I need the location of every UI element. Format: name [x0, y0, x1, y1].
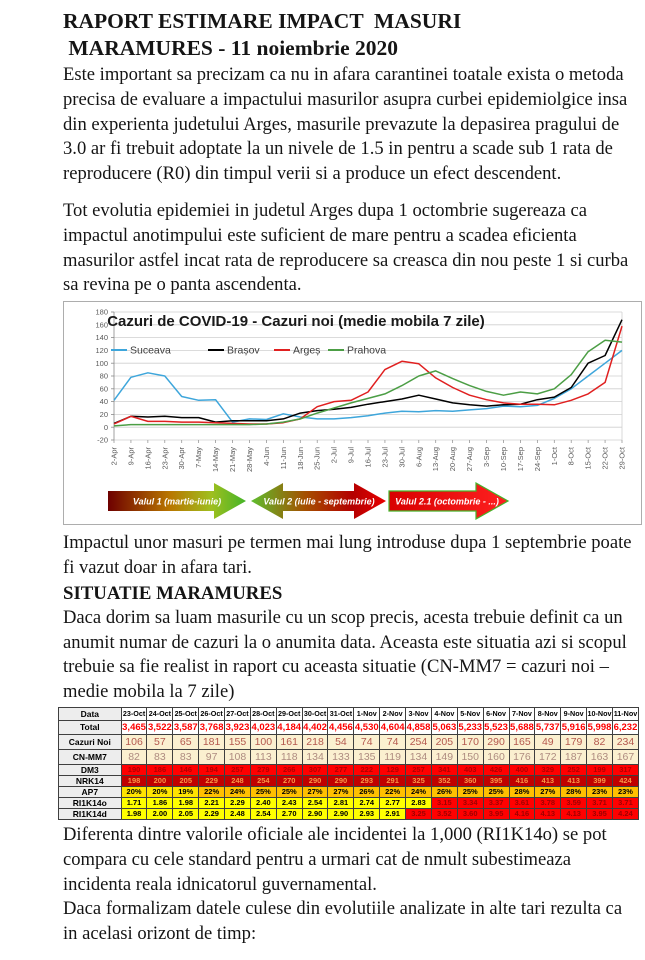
paragraph-diferenta-incidenta: Diferenta dintre valorile oficiale ale incidentei la 1,000 (RI1K14o) se pot compara cu cele standard pentru a urmari cat de nmult subestimeaza incidenta reala idnicatorul guvernamental. [63, 823, 607, 895]
table-cell: 5,523 [484, 721, 508, 733]
report-title-line2: MARAMURES - 11 noiembrie 2020 [63, 36, 399, 60]
date-header-cell: 11-Nov [613, 709, 638, 719]
y-tick-label: 80 [99, 371, 108, 381]
table-row-nrk14 [59, 775, 639, 786]
x-tick-label: 14-May [211, 447, 221, 473]
table-cell: 413 [535, 775, 561, 786]
table-cell: 3.78 [535, 797, 561, 808]
x-tick-label: 16-Jul [363, 447, 373, 468]
table-cell: 3.25 [406, 808, 432, 819]
row-label: CN-MM7 [59, 749, 122, 764]
table-cell: 26% [354, 786, 380, 797]
wave-arrow-label: Valul 1 (martie-iunie) [132, 496, 222, 507]
table-cell: 2.90 [302, 808, 328, 819]
table-cell: 27% [328, 786, 354, 797]
date-header-cell: 24-Oct [148, 709, 172, 719]
table-cell: 176 [509, 749, 535, 764]
date-header-cell: 9-Nov [561, 707, 587, 720]
x-tick-label: 20-Aug [448, 447, 458, 472]
table-cell: 49 [535, 734, 561, 749]
row-label: DM3 [59, 764, 122, 775]
x-tick-label: 18-Jun [295, 447, 305, 471]
table-cell: 57 [147, 734, 173, 749]
date-header-cell: 25-Oct [174, 709, 197, 719]
table-cell: 83 [147, 749, 173, 764]
table-cell: 3.59 [561, 797, 587, 808]
table-cell: 20% [147, 786, 173, 797]
table-cell: 133 [328, 749, 354, 764]
table-cell: 2.05 [173, 808, 199, 819]
date-header-cell: 31-Oct [329, 709, 353, 719]
date-header-cell: 4-Nov [431, 707, 457, 720]
table-row-total [59, 720, 639, 734]
date-header-cell: 29-Oct [278, 709, 301, 719]
chart-title: Cazuri de COVID-19 - Cazuri noi (medie mobila 7 zile) [107, 313, 485, 331]
paragraph-scop-masuri: Daca dorim sa luam masurile cu un scop precis, acesta trebuie definit ca un anumit numar de cazuri la o anumita data. Aceasta este situatia azi si scopul trebuie sa fie realist in raport cu aceasta situatie (CN-MM7 = cazuri noi – medie mobila la 7 zile) [63, 606, 627, 703]
table-cell: 194 [199, 764, 225, 775]
table-cell: 24% [225, 786, 251, 797]
table-cell: 3,923 [225, 721, 250, 733]
date-header-cell: 10-Nov [587, 709, 612, 719]
table-corner-label: Data [59, 707, 122, 720]
row-label: RI1K14o [59, 797, 122, 808]
x-tick-label: 7-May [194, 447, 204, 469]
table-cell: 2.77 [380, 797, 406, 808]
x-tick-label: 2-Apr [109, 447, 119, 466]
date-header-cell: 30-Oct [303, 709, 327, 719]
table-cell: 97 [199, 749, 225, 764]
table-row-ap7 [59, 786, 639, 797]
table-row-ri1k14d [59, 808, 639, 819]
table-cell: 3.15 [431, 797, 457, 808]
row-label: RI1K14d [59, 808, 122, 819]
table-cell: 19% [173, 786, 199, 797]
legend-label: Suceava [130, 344, 171, 357]
table-header-row [59, 707, 639, 720]
table-cell: 3.52 [431, 808, 457, 819]
table-cell: 218 [302, 734, 328, 749]
table-cell: 395 [483, 775, 509, 786]
date-header-cell: 23-Oct [122, 709, 146, 719]
paragraph-formalizam-date: Daca formalizam datele culese din evolutiile analizate in alte tari rezulta ca in acelasi orizont de timp: [63, 898, 623, 945]
table-cell: 290 [302, 775, 328, 786]
x-tick-label: 13-Aug [431, 447, 441, 472]
y-tick-label: 160 [95, 320, 108, 330]
table-cell: 3,587 [173, 721, 198, 733]
table-row-cn-mm7 [59, 749, 639, 764]
table-cell: 20% [121, 786, 147, 797]
table-cell: 24% [406, 786, 432, 797]
table-row-dm3 [59, 764, 639, 775]
table-cell: 4.16 [509, 808, 535, 819]
table-cell: 25% [483, 786, 509, 797]
x-tick-label: 30-Apr [177, 447, 187, 470]
table-cell: 2.83 [406, 797, 432, 808]
x-tick-label: 23-Jul [380, 447, 390, 468]
table-cell: 167 [612, 749, 638, 764]
table-cell: 2.29 [199, 808, 225, 819]
series-line-brașov [114, 320, 622, 424]
wave-arrows-band [64, 478, 641, 524]
legend-label: Brașov [227, 344, 260, 357]
table-cell: 4,184 [277, 721, 302, 733]
table-cell: 416 [509, 775, 535, 786]
x-tick-label: 16-Apr [143, 447, 153, 470]
x-tick-label: 28-May [244, 447, 254, 473]
table-cell: 1.98 [121, 808, 147, 819]
table-cell: 3.34 [457, 797, 483, 808]
table-cell: 161 [276, 734, 302, 749]
y-tick-label: 140 [95, 333, 108, 343]
table-cell: 229 [199, 775, 225, 786]
x-tick-label: 23-Apr [160, 447, 170, 470]
table-cell: 3.37 [483, 797, 509, 808]
table-cell: 424 [612, 775, 638, 786]
covid-chart-figure [63, 301, 642, 525]
series-line-argeș [114, 326, 622, 424]
x-tick-label: 1-Oct [549, 447, 559, 466]
y-tick-label: 40 [99, 397, 108, 407]
table-cell: 54 [328, 734, 354, 749]
date-header-cell: 2-Nov [380, 707, 406, 720]
y-tick-label: -20 [97, 435, 108, 445]
series-line-suceava [114, 351, 622, 423]
table-cell: 4,402 [303, 721, 327, 733]
table-cell: 199 [587, 764, 613, 775]
x-tick-label: 29-Oct [617, 447, 627, 470]
table-cell: 2.21 [199, 797, 225, 808]
table-cell: 134 [302, 749, 328, 764]
table-cell: 27% [535, 786, 561, 797]
table-cell: 317 [612, 764, 638, 775]
x-tick-label: 27-Aug [465, 447, 475, 472]
legend-label: Argeș [293, 344, 321, 357]
table-cell: 257 [225, 764, 251, 775]
x-tick-label: 17-Sep [515, 447, 525, 472]
paragraph-intro: Este important sa precizam ca nu in afara carantinei toatale exista o metoda precisa de evaluare a impactului masurilor asupra curbei epidemiolgice insa din experienta judetului Arges, masurile prevazute la depasirea pragului de 3.0 ar fi trebuit adoptate la un nivele de 1.5 in pentru a scade sub 1 rata de reproducere (R0) din timpul verii si a produce un efect descendent. [63, 64, 628, 185]
table-cell: 106 [121, 734, 147, 749]
y-tick-label: 0 [103, 422, 108, 432]
table-cell: 248 [225, 775, 251, 786]
table-cell: 163 [587, 749, 613, 764]
table-cell: 254 [406, 734, 432, 749]
row-label: NRK14 [59, 775, 122, 786]
x-tick-label: 25-Jun [312, 447, 322, 471]
table-cell: 4,456 [329, 721, 353, 733]
table-cell: 5,233 [458, 721, 483, 733]
table-cell: 2.90 [328, 808, 354, 819]
row-label: Cazuri Noi [59, 734, 122, 749]
table-cell: 3,768 [199, 721, 224, 733]
x-tick-label: 21-May [228, 447, 238, 473]
table-cell: 108 [225, 749, 251, 764]
date-header-cell: 28-Oct [252, 709, 275, 719]
table-cell: 25% [457, 786, 483, 797]
x-tick-label: 11-Jun [278, 447, 288, 470]
x-tick-label: 24-Sep [532, 447, 542, 472]
date-header-cell: 5-Nov [457, 707, 483, 720]
table-cell: 293 [354, 775, 380, 786]
date-header-cell: 8-Nov [535, 707, 561, 720]
table-cell: 129 [380, 764, 406, 775]
table-cell: 270 [276, 775, 302, 786]
table-cell: 4,604 [380, 721, 405, 733]
section-heading-situatie: SITUATIE MARAMURES [63, 582, 283, 604]
table-row-ri1k14o [59, 797, 639, 808]
table-cell: 266 [276, 764, 302, 775]
table-cell: 146 [173, 764, 199, 775]
table-cell: 3.71 [587, 797, 613, 808]
table-cell: 74 [354, 734, 380, 749]
table-cell: 4.13 [561, 808, 587, 819]
date-header-cell: 1-Nov [354, 707, 380, 720]
table-cell: 2.74 [354, 797, 380, 808]
table-cell: 22% [199, 786, 225, 797]
table-cell: 5,063 [432, 721, 457, 733]
table-cell: 190 [121, 764, 147, 775]
table-cell: 134 [406, 749, 432, 764]
table-cell: 3,522 [148, 721, 172, 733]
y-tick-label: 20 [99, 410, 108, 420]
table-cell: 23% [612, 786, 638, 797]
table-cell: 1.98 [173, 797, 199, 808]
paragraph-arges-evolution: Tot evolutia epidemiei in judetul Arges dupa 1 octombrie sugereaza ca impactul anotimpului este suficient de mare pentru a scadea eficienta masurilor astfel incat rata de reproducere sa creasca din nou peste 1 si curba sa revina pe o panta ascendenta. [63, 199, 629, 296]
table-cell: 403 [457, 764, 483, 775]
table-cell: 135 [354, 749, 380, 764]
y-tick-label: 180 [95, 307, 108, 317]
table-cell: 205 [431, 734, 457, 749]
table-cell: 181 [199, 734, 225, 749]
table-cell: 5,688 [510, 721, 534, 733]
table-cell: 254 [250, 775, 276, 786]
table-cell: 22% [380, 786, 406, 797]
maramures-data-table [58, 707, 639, 820]
table-cell: 279 [250, 764, 276, 775]
table-cell: 179 [561, 734, 587, 749]
legend-label: Prahova [347, 344, 387, 357]
table-cell: 3.95 [587, 808, 613, 819]
date-header-cell: 27-Oct [226, 709, 249, 719]
table-cell: 352 [431, 775, 457, 786]
table-cell: 187 [561, 749, 587, 764]
table-cell: 3.61 [509, 797, 535, 808]
table-cell: 2.54 [302, 797, 328, 808]
wave-arrow-label: Valul 2.1 (octombrie - ...) [395, 496, 499, 507]
date-header-cell: 26-Oct [200, 709, 223, 719]
covid-line-chart [64, 302, 641, 478]
table-cell: 6,232 [613, 721, 638, 733]
x-tick-label: 22-Oct [600, 447, 610, 470]
table-cell: 290 [328, 775, 354, 786]
report-title [63, 8, 639, 62]
table-cell: 400 [509, 764, 535, 775]
table-cell: 113 [250, 749, 276, 764]
table-cell: 165 [509, 734, 535, 749]
x-tick-label: 8-Oct [566, 447, 576, 466]
table-cell: 82 [587, 734, 613, 749]
table-row-cazuri-noi [59, 734, 639, 749]
table-cell: 65 [173, 734, 199, 749]
table-cell: 2.91 [380, 808, 406, 819]
table-cell: 5,737 [535, 721, 560, 733]
table-cell: 341 [431, 764, 457, 775]
table-cell: 23% [587, 786, 613, 797]
table-cell: 155 [225, 734, 251, 749]
x-tick-label: 30-Jul [397, 447, 407, 468]
table-cell: 2.00 [147, 808, 173, 819]
table-cell: 325 [406, 775, 432, 786]
table-cell: 100 [250, 734, 276, 749]
table-cell: 205 [173, 775, 199, 786]
table-cell: 2.43 [276, 797, 302, 808]
table-cell: 2.81 [328, 797, 354, 808]
row-label: Total [59, 720, 122, 734]
table-cell: 186 [147, 764, 173, 775]
table-cell: 27% [302, 786, 328, 797]
table-cell: 252 [561, 764, 587, 775]
x-tick-label: 15-Oct [583, 447, 593, 470]
y-tick-label: 60 [99, 384, 108, 394]
table-cell: 4.13 [535, 808, 561, 819]
table-cell: 413 [561, 775, 587, 786]
paragraph-impact-masuri: Impactul unor masuri pe termen mai lung introduse dupa 1 septembrie poate fi vazut doar in afara tari. [63, 532, 632, 578]
table-cell: 172 [535, 749, 561, 764]
x-tick-label: 4-Jun [261, 447, 271, 466]
table-cell: 3.60 [457, 808, 483, 819]
table-cell: 200 [147, 775, 173, 786]
table-cell: 399 [587, 775, 613, 786]
table-cell: 26% [431, 786, 457, 797]
date-header-cell: 6-Nov [483, 707, 509, 720]
table-cell: 83 [173, 749, 199, 764]
x-tick-label: 9-Apr [126, 447, 136, 466]
table-cell: 74 [380, 734, 406, 749]
table-cell: 329 [535, 764, 561, 775]
y-tick-label: 120 [95, 346, 108, 356]
table-cell: 160 [483, 749, 509, 764]
table-cell: 119 [380, 749, 406, 764]
table-cell: 25% [250, 786, 276, 797]
table-cell: 198 [121, 775, 147, 786]
table-cell: 307 [302, 764, 328, 775]
report-title-line1: RAPORT ESTIMARE IMPACT MASURI [63, 9, 462, 33]
table-cell: 25% [276, 786, 302, 797]
table-cell: 1.71 [121, 797, 147, 808]
table-cell: 222 [354, 764, 380, 775]
table-cell: 4,858 [406, 721, 431, 733]
table-cell: 28% [561, 786, 587, 797]
wave-arrow-label: Valul 2 (iulie - septembrie) [263, 496, 375, 507]
table-cell: 277 [328, 764, 354, 775]
table-cell: 360 [457, 775, 483, 786]
table-cell: 4.24 [612, 808, 638, 819]
table-cell: 3.95 [483, 808, 509, 819]
table-cell: 118 [276, 749, 302, 764]
table-cell: 28% [509, 786, 535, 797]
table-cell: 5,998 [587, 721, 612, 733]
table-cell: 170 [457, 734, 483, 749]
x-tick-label: 10-Sep [498, 447, 508, 472]
date-header-cell: 3-Nov [406, 707, 432, 720]
table-cell: 2.93 [354, 808, 380, 819]
table-cell: 2.54 [250, 808, 276, 819]
table-cell: 149 [431, 749, 457, 764]
x-tick-label: 3-Sep [482, 447, 492, 468]
y-tick-label: 100 [95, 358, 108, 368]
table-cell: 426 [483, 764, 509, 775]
table-cell: 150 [457, 749, 483, 764]
table-cell: 1.86 [147, 797, 173, 808]
table-cell: 5,916 [561, 721, 586, 733]
table-cell: 4,530 [354, 721, 379, 733]
row-label: AP7 [59, 786, 122, 797]
table-cell: 4,023 [251, 721, 276, 733]
x-tick-label: 9-Jul [346, 447, 356, 464]
table-cell: 234 [612, 734, 638, 749]
table-cell: 82 [121, 749, 147, 764]
table-cell: 2.48 [225, 808, 251, 819]
table-cell: 257 [406, 764, 432, 775]
table-cell: 3.71 [612, 797, 638, 808]
table-cell: 2.70 [276, 808, 302, 819]
date-header-cell: 7-Nov [509, 707, 535, 720]
table-cell: 290 [483, 734, 509, 749]
table-cell: 2.40 [250, 797, 276, 808]
x-tick-label: 2-Jul [329, 447, 339, 464]
table-cell: 291 [380, 775, 406, 786]
x-tick-label: 6-Aug [414, 447, 424, 468]
table-cell: 3,465 [122, 721, 146, 733]
table-cell: 2.29 [225, 797, 251, 808]
